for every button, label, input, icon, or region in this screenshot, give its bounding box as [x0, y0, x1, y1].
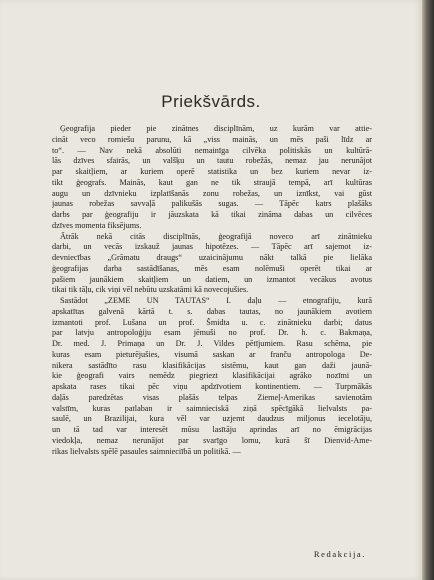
book-spine-edge	[422, 0, 434, 580]
text-line: jaunas robežas savvaļā palikušās sugas. — Tāpēc katrs plašāks	[52, 199, 372, 209]
signature: Redakcija.	[313, 549, 366, 559]
foreword-text	[52, 124, 372, 457]
paragraph	[52, 232, 372, 297]
text-line: daļās paredzētas visas plašās telpas Ziemeļ-Amerikas savienotām	[52, 392, 372, 402]
text-line: viedokļa, nemaz nerunājot par svarīgo lomu, kurā šī Dienvid-Ame-	[52, 435, 372, 445]
text-line: darbi, un vecās izskauž jaunas hipotēzes. — Tāpēc arī sajemot iz-	[52, 242, 372, 252]
text-line: rikas lielvalsts spēlē pasaules saimnieciībā un politikā. —	[52, 446, 241, 456]
paragraph	[52, 296, 372, 457]
text-line: Dr. med. J. Primaņa un Dr. J. Vildes pētījumiem. Rasu schēma, pie	[52, 339, 372, 348]
text-line: tikai tik tāļu, cik viņi vēl nebūtu uzskatāmi kā novecojušies.	[52, 285, 249, 295]
text-line: darbs par ģeografiju ir jāuzskata kā tikai zināma dabas un cilvēces	[52, 210, 372, 219]
text-line: Ātrāk nekā citās disciplīnās, ģeografijā noveco arī zinātnieku	[60, 231, 372, 241]
text-line: ģeografijas darba sastādīšanas, mēs esam nolēmuši operēt tikai ar	[52, 263, 372, 273]
text-line: par latvju antropoloģiju esam jēmuši no prof. Dr. h. c. Bakmaņa,	[52, 328, 372, 338]
text-line: par skaitļiem, ar kuriem operē statistika un bez kuriem nevar iz-	[52, 167, 372, 176]
text-line: apskatītas galvenā kārtā t. s. dabas tautas, no jaunākiem avotiem	[52, 306, 372, 316]
text-line: lās dzīves sfairās, un valšķu un tautu robežās, nemaz jau nerunājot	[52, 156, 372, 166]
text-line: dzīves momenta fiksējums.	[52, 220, 142, 230]
text-line: tikt ģeografs. Mainās, kaut gan ne tik straujā tempā, arī kultūras	[52, 177, 372, 187]
text-line: izmantoti prof. Lušana un prof. Šmidta u. c. zinātnieku darbi; datus	[52, 317, 372, 327]
text-line: kuras esam pieturējušies, visumā saskan ar franču antropologa De-	[52, 349, 372, 359]
text-line: un tā tad var interesēt mūsu lasītāju aprindas arī no ēmigrācijas	[52, 425, 372, 434]
text-line: devniecības „Grāmatu draugs“ uzaicinājumu nākt talkā pie lielāka	[52, 253, 372, 262]
text-line: apskata rases tikai pēc viņu apdzīvotiem kontinentiem. — Turpmākās	[52, 382, 372, 391]
text-line: nikera sastādīto rasu klasifikācijas sistēmu, kaut gan daži jaunā-	[52, 360, 372, 370]
text-line: pašiem jaunākiem skaitļiem un datiem, un izmantot vecākus avotus	[52, 274, 372, 284]
text-line: kie ģeografi vairs nemēdz piegriezt klasifikācijai agrāko nozīmi un	[52, 371, 372, 381]
text-line: to“. — Nav nekā absolūti nemainīga cilvēka politiskās un kultūrā-	[52, 145, 372, 155]
text-line: cināt veco romiešu parunu, kā „viss mainās, un mēs paši līdz ar	[52, 134, 372, 144]
text-line: saulē, un Brazilijai, kura vēl var uzjemt daudzus miljonus iecelotāju,	[52, 414, 372, 424]
text-line: Sastādot „ZEME UN TAUTAS“ I. daļu — etnografiju, kurā	[60, 296, 372, 305]
paragraph	[52, 124, 372, 232]
page-title: Priekšvārds.	[161, 92, 261, 111]
text-line: valstīm, kuras patlaban ir saimnieciskā ziņā spēcīgākā lielvalsts pa-	[52, 403, 372, 413]
text-line: augu un dzīvnieku izplatīšanās zonu robežas, un iznīkst, vai gūst	[52, 188, 372, 198]
text-line: Ģeografija pieder pie zinātnes disciplīnām, uz kurām var attie-	[60, 124, 372, 133]
